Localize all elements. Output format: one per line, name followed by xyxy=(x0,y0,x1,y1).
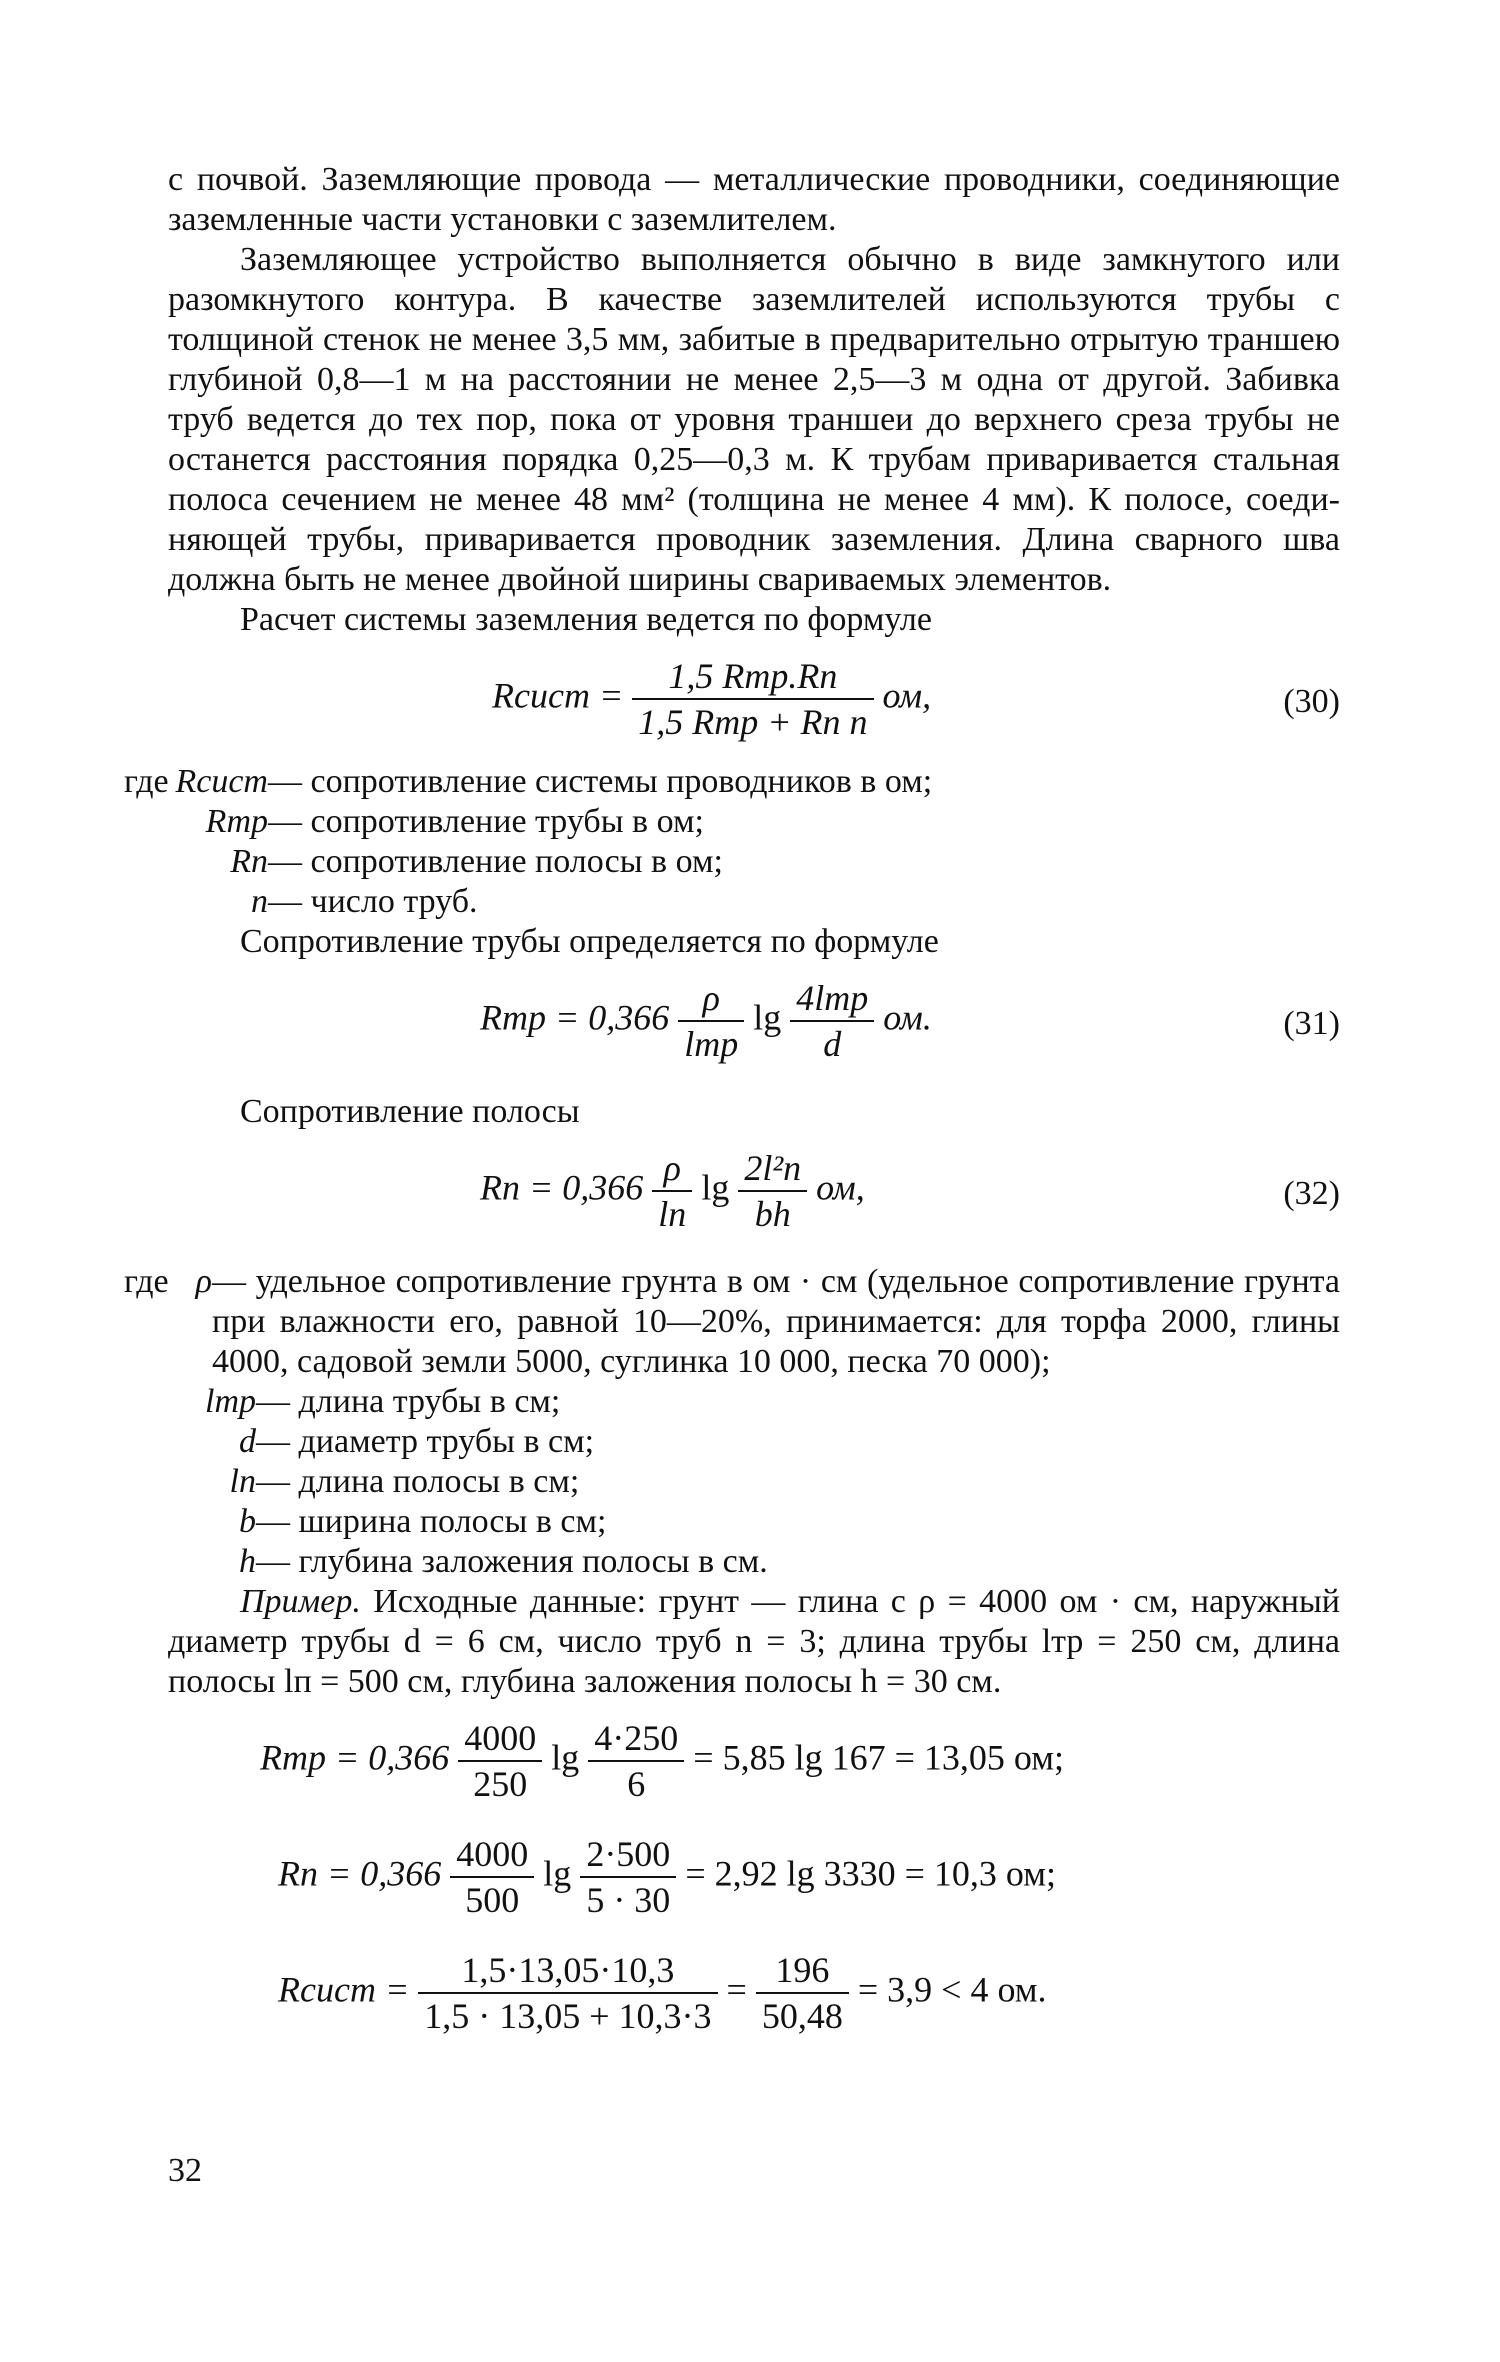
calc-2-result: = 2,92 lg 3330 = 10,3 ом; xyxy=(685,1853,1057,1894)
formula-30-numerator: 1,5 Rтр.Rп xyxy=(632,656,873,700)
calc-1-frac2-numerator: 4·250 xyxy=(588,1718,684,1762)
definition-row xyxy=(168,842,1340,882)
calc-1-fraction-2 xyxy=(588,1718,684,1804)
grounding-device-paragraph: Заземляющее устройство выполняется обычно в виде замкнутого или разомкнутого контура. В качестве заземлителей используются трубы с толщиной стенок не менее 3,5 мм, забитые в предварительно отрытую траншею глубиной 0,8—1 м на расстоянии не менее 2,5—3 м одна от другой. Забивка труб ведется до тех пор, пока от уровня траншеи до верхнего среза трубы не останется расстояния порядка 0,25—0,3 м. К трубам приваривается стальная полоса сечением не менее 48 мм² (толщина не менее 4 мм). К полосе, соединяющей трубы, приваривается проводник заземления. Длина сварного шва должна быть не менее двойной ширины свариваемых элементов. xyxy=(168,241,1340,598)
pipe-resistance-paragraph: Сопротивление трубы определяется по формуле xyxy=(240,923,939,960)
formula-32-fraction-1 xyxy=(652,1148,692,1234)
definition-symbol: n xyxy=(251,883,268,920)
calc-3-equals: = xyxy=(726,1969,747,2010)
definition-text: — удельное сопротивление грунта в ом · см (удельное сопротивление грунта при влажности его, равной 10—20%, принимается: для торфа 2000, глины 4000, садовой земли 5000, суглинка 10 000, песка 70 000); xyxy=(212,1263,1340,1380)
formula-31-frac2-numerator: 4lтр xyxy=(790,978,874,1022)
definition-symbol: Rтр xyxy=(205,803,268,840)
calc-3-frac2-denominator: 50,48 xyxy=(761,1996,843,2036)
definition-text: — сопротивление трубы в ом; xyxy=(268,803,704,840)
formula-30-denominator: 1,5 Rтр + Rп n xyxy=(638,702,868,742)
calc-3-frac1-numerator: 1,5·13,05·10,3 xyxy=(418,1950,717,1994)
definition-text: — ширина полосы в см; xyxy=(256,1503,607,1540)
definition-text: — длина полосы в см; xyxy=(256,1463,580,1500)
calc-1-fraction-1 xyxy=(458,1718,542,1804)
formula-31-fraction-2 xyxy=(790,978,874,1064)
definition-symbol: lп xyxy=(229,1463,256,1500)
definition-text: — сопротивление системы проводников в ом; xyxy=(268,763,933,800)
formula-32-fraction-2 xyxy=(738,1148,807,1234)
definition-text: — диаметр трубы в см; xyxy=(256,1423,595,1460)
definition-lead: где xyxy=(124,1263,169,1300)
definition-row xyxy=(168,1422,1340,1462)
formula-32-lhs: Rп = 0,366 xyxy=(480,1167,644,1208)
calc-1-result: = 5,85 lg 167 = 13,05 ом; xyxy=(693,1737,1065,1778)
calc-3-frac1-denominator: 1,5 · 13,05 + 10,3·3 xyxy=(424,1996,712,2036)
example-text: Исходные данные: грунт — глина с ρ = 4000 ом · см, наружный диаметр трубы d = 6 см, число труб n = 3; длина трубы lтр = 250 см, длина полосы lп = 500 см, глубина заложения полосы h = 30 см. xyxy=(168,1583,1341,1700)
definition-symbol: h xyxy=(239,1543,256,1580)
definition-text: — сопротивление полосы в ом; xyxy=(268,843,723,880)
definition-row xyxy=(168,1382,1340,1422)
formula-30-lhs: Rсист = xyxy=(492,675,624,716)
definition-row xyxy=(168,882,1340,922)
definitions-list-1 xyxy=(124,762,1340,922)
calc-3-fraction-2 xyxy=(756,1950,849,2036)
formula-31-frac2-denominator: d xyxy=(823,1024,842,1064)
formula-32-frac2-denominator: bh xyxy=(754,1194,791,1234)
formula-30 xyxy=(168,646,1340,756)
formula-31-lg: lg xyxy=(753,997,782,1038)
definition-text: — длина трубы в см; xyxy=(256,1383,561,1420)
definition-row xyxy=(168,1542,1340,1582)
definition-row xyxy=(124,1262,1340,1382)
example-label: Пример. xyxy=(240,1583,361,1620)
formula-30-fraction xyxy=(632,656,873,742)
definition-text: — глубина заложения полосы в см. xyxy=(256,1543,768,1580)
calc-2-fraction-2 xyxy=(580,1834,676,1920)
formula-31 xyxy=(168,968,1340,1086)
definition-symbol: ρ xyxy=(195,1263,212,1300)
definition-symbol: d xyxy=(239,1423,256,1460)
formula-31-lhs: Rтр = 0,366 xyxy=(480,997,670,1038)
formula-32-frac1-denominator: lп xyxy=(658,1194,687,1234)
page-number: 32 xyxy=(168,2152,202,2189)
calc-1-lhs: Rтр = 0,366 xyxy=(260,1737,450,1778)
calc-3-lhs: Rсист = xyxy=(278,1969,410,2010)
calc-2-frac1-numerator: 4000 xyxy=(450,1834,534,1878)
formula-30-unit: ом, xyxy=(882,675,932,716)
calc-2-frac2-denominator: 5 · 30 xyxy=(586,1880,671,1920)
calc-intro-paragraph: Расчет системы заземления ведется по формуле xyxy=(240,601,932,638)
formula-32 xyxy=(168,1138,1340,1256)
calculation-1 xyxy=(168,1708,1340,1818)
formula-32-lg: lg xyxy=(701,1167,730,1208)
definition-symbol: b xyxy=(239,1503,256,1540)
example-paragraph xyxy=(168,1582,1340,1702)
formula-32-frac1-numerator: ρ xyxy=(652,1148,692,1192)
calc-2-frac2-numerator: 2·500 xyxy=(580,1834,676,1878)
formula-32-unit: ом, xyxy=(816,1167,865,1208)
calc-1-lg: lg xyxy=(551,1737,580,1778)
definition-symbol: lтр xyxy=(205,1383,256,1420)
definition-row xyxy=(168,802,1340,842)
calc-3-fraction-1 xyxy=(418,1950,717,2036)
definition-symbol: Rп xyxy=(230,843,268,880)
definition-row xyxy=(168,1462,1340,1502)
definitions-list-2 xyxy=(124,1262,1340,1582)
calc-1-frac1-numerator: 4000 xyxy=(458,1718,542,1762)
calc-3-frac2-numerator: 196 xyxy=(756,1950,849,1994)
calc-2-fraction-1 xyxy=(450,1834,534,1920)
formula-32-frac2-numerator: 2l²п xyxy=(738,1148,807,1192)
formula-31-fraction-1 xyxy=(678,978,744,1064)
definition-text: — число труб. xyxy=(268,883,478,920)
formula-30-number: (30) xyxy=(1283,683,1340,720)
calc-1-frac1-denominator: 250 xyxy=(473,1764,528,1804)
definition-row xyxy=(124,762,1340,802)
calculation-3 xyxy=(168,1940,1340,2050)
strip-resistance-paragraph: Сопротивление полосы xyxy=(240,1093,580,1130)
formula-31-frac1-denominator: lтр xyxy=(684,1024,739,1064)
calc-2-lhs: Rп = 0,366 xyxy=(278,1853,442,1894)
definition-row xyxy=(168,1502,1340,1542)
formula-31-unit: ом. xyxy=(883,997,932,1038)
definition-symbol: Rсист xyxy=(175,763,268,800)
page-body xyxy=(124,160,1341,2056)
calculation-2 xyxy=(168,1824,1340,1934)
intro-paragraph: с почвой. Заземляющие провода — металлические проводники, соединяющие заземленные части установки с заземлителем. xyxy=(168,161,1340,238)
definition-lead: где xyxy=(124,763,169,800)
formula-31-frac1-numerator: ρ xyxy=(678,978,744,1022)
formula-32-number: (32) xyxy=(1283,1175,1340,1212)
calc-2-frac1-denominator: 500 xyxy=(465,1880,520,1920)
formula-31-number: (31) xyxy=(1283,1005,1340,1042)
calc-1-frac2-denominator: 6 xyxy=(627,1764,646,1804)
calc-2-lg: lg xyxy=(543,1853,572,1894)
calc-3-result: = 3,9 < 4 ом. xyxy=(857,1969,1047,2010)
